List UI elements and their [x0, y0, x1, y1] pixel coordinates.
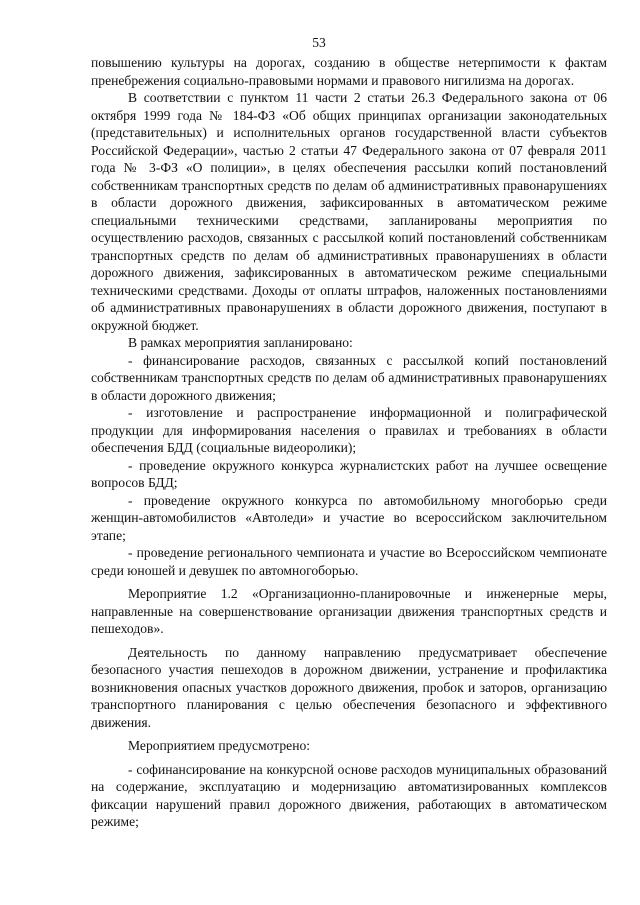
page-number: 53: [312, 35, 326, 50]
paragraph-planned-intro: В рамках мероприятия запланировано:: [128, 335, 353, 350]
paragraph-activity: Деятельность по данному направлению предусматривает обеспечение безопасного участия пешеходов в дорожном движении, устранение и профилактика возникновения опасных участков дорожного движения, пробок и заторов, организацию транспортного планирования с целью обеспечения безопасного и эффективного движения.: [91, 644, 607, 730]
list-item-regional-championship: - проведение регионального чемпионата и участие во Всероссийском чемпионате среди юношей и девушек по автомногоборью.: [91, 545, 607, 578]
paragraph-legal-basis: В соответствии с пунктом 11 части 2 статьи 26.3 Федерального закона от 06 октября 1999 года № 184-ФЗ «Об общих принципах организации законодательных (представительных) и исполнительных органов государственной власти субъектов Российской Федерации», частью 2 статьи 47 Федерального закона от 07 февраля 2011 года № 3-ФЗ «О полиции», в целях обеспечения рассылки копий постановлений собственникам транспортных средств по делам об административных правонарушениях в области дорожного движения, зафиксированных в автоматическом режиме специальными техническими средствами, запланированы мероприятия по осуществлению расходов, связанных с рассылкой копий постановлений собственникам транспортных средств по делам об административных правонарушениях в области дорожного движения, зафиксированных в автоматическом режиме специальными техническими средствами. Доходы от оплаты штрафов, наложенных постановлениями об административных правонарушениях в области дорожного движения, поступают в окружной бюджет.: [91, 90, 607, 333]
paragraph-provided-intro: Мероприятием предусмотрено:: [128, 738, 311, 753]
list-item-autolady-contest: - проведение окружного конкурса по автомобильному многоборью среди женщин-автомобилистов «Автоледи» и участие во всероссийском заключительном этапе;: [91, 492, 607, 543]
list-item-production: - изготовление и распространение информационной и полиграфической продукции для информирования населения о правилах и требованиях в области обеспечения БДД (социальные видеоролики);: [91, 405, 607, 455]
paragraph-continuation: повышению культуры на дорогах, созданию в обществе нетерпимости к фактам пренебрежения социально-правовыми нормами и правового нигилизма на дорогах.: [91, 55, 607, 88]
paragraph-measure-1-2: Мероприятие 1.2 «Организационно-планировочные и инженерные меры, направленные на совершенствование организации движения транспортных средств и пешеходов».: [91, 586, 607, 636]
list-item-cofinancing: - софинансирование на конкурсной основе расходов муниципальных образований на содержание, эксплуатацию и модернизацию автоматизированных комплексов фиксации нарушений правил дорожного движения, работающих в автоматическом режиме;: [91, 761, 607, 829]
list-item-financing: - финансирование расходов, связанных с рассылкой копий постановлений собственникам транспортных средств по делам об административных правонарушениях в области дорожного движения;: [91, 352, 607, 403]
list-item-journalism-contest: - проведение окружного конкурса журналистских работ на лучшее освещение вопросов БДД;: [91, 457, 607, 490]
